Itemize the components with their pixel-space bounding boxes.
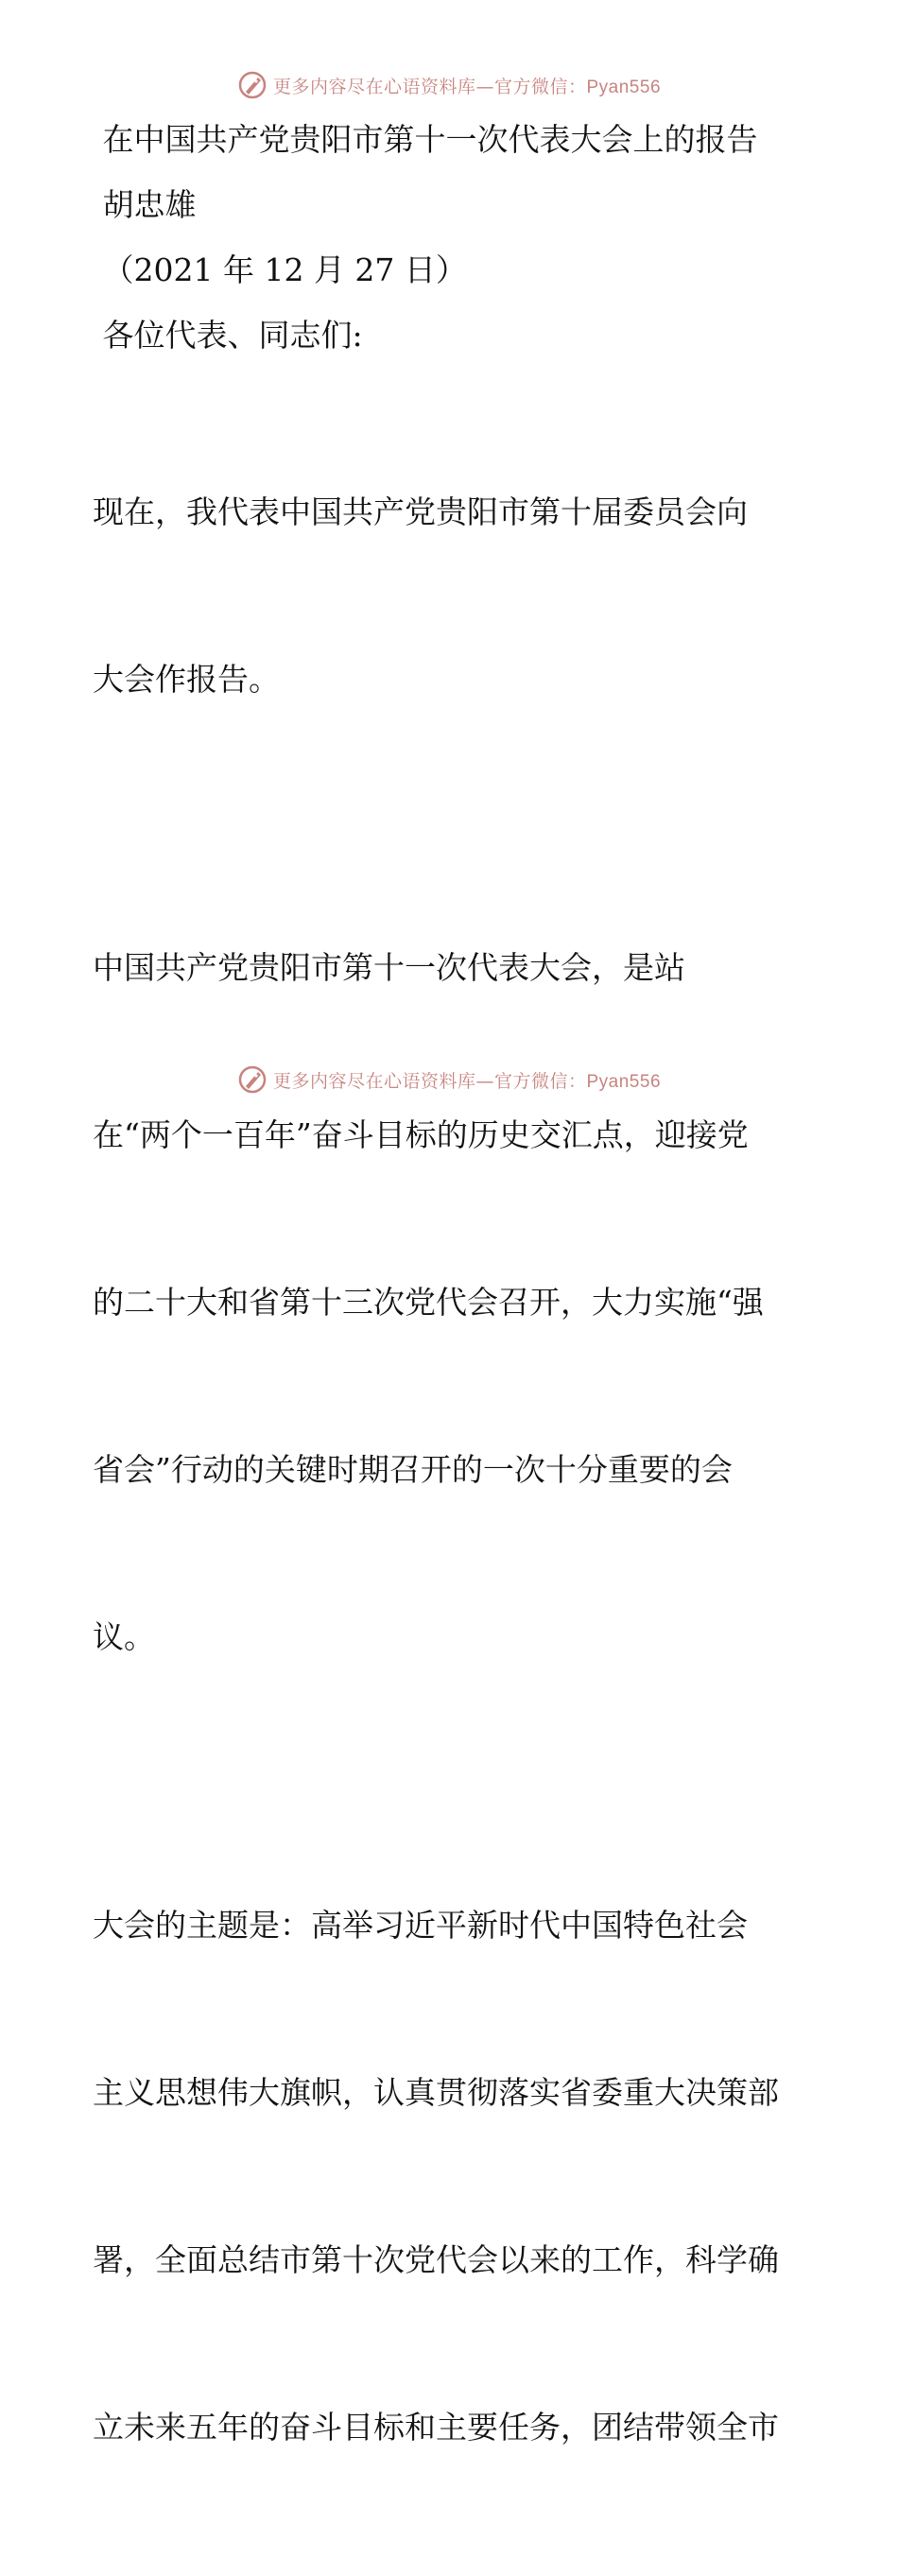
paragraph-line: 议。 [93, 1618, 155, 1655]
paragraph-line: 省会”行动的关键时期召开的一次十分重要的会 [93, 1451, 733, 1488]
watermark-text: 更多内容尽在心语资料库—官方微信：Pyan556 [272, 1070, 662, 1092]
document-date: （2021 年 12 月 27 日） [93, 251, 467, 288]
watermark-text: 更多内容尽在心语资料库—官方微信：Pyan556 [272, 76, 662, 97]
pen-nib-logo-icon [237, 70, 268, 100]
header-watermark-banner [0, 66, 898, 104]
document-body [93, 112, 811, 2576]
wechat-handle: Pyan556 [586, 1071, 662, 1092]
paragraph [93, 1786, 811, 2567]
salutation: 各位代表、同志们: [93, 317, 363, 354]
paragraph-line: 立未来五年的奋斗目标和主要任务，团结带领全市 [93, 2409, 779, 2446]
document-author: 胡忠雄 [93, 186, 197, 223]
paragraph-line: 的二十大和省第十三次党代会召开，大力实施“强 [93, 1284, 764, 1321]
pen-nib-logo-icon [237, 1064, 268, 1095]
paragraph-line: 中国共产党贵阳市第十一次代表大会，是站 [93, 949, 685, 986]
paragraph-line: 主义思想伟大旗帜，认真贯彻落实省委重大决策部 [93, 2074, 779, 2111]
footer-watermark-banner [0, 1061, 898, 1098]
wechat-handle: Pyan556 [586, 77, 662, 97]
document-title: 在中国共产党贵阳市第十一次代表大会上的报告 [93, 121, 758, 158]
paragraph-line: 大会的主题是：高举习近平新时代中国特色社会 [93, 1907, 748, 1944]
paragraph-line: 在“两个一百年”奋斗目标的历史交汇点，迎接党 [93, 1116, 749, 1153]
paragraph-line: 署，全面总结市第十次党代会以来的工作，科学确 [93, 2241, 779, 2278]
paragraph-line: 现在，我代表中国共产党贵阳市第十届委员会向 [93, 493, 748, 530]
paragraph-line: 大会作报告。 [93, 661, 280, 698]
paragraph [93, 372, 811, 819]
paragraph [93, 828, 811, 1776]
